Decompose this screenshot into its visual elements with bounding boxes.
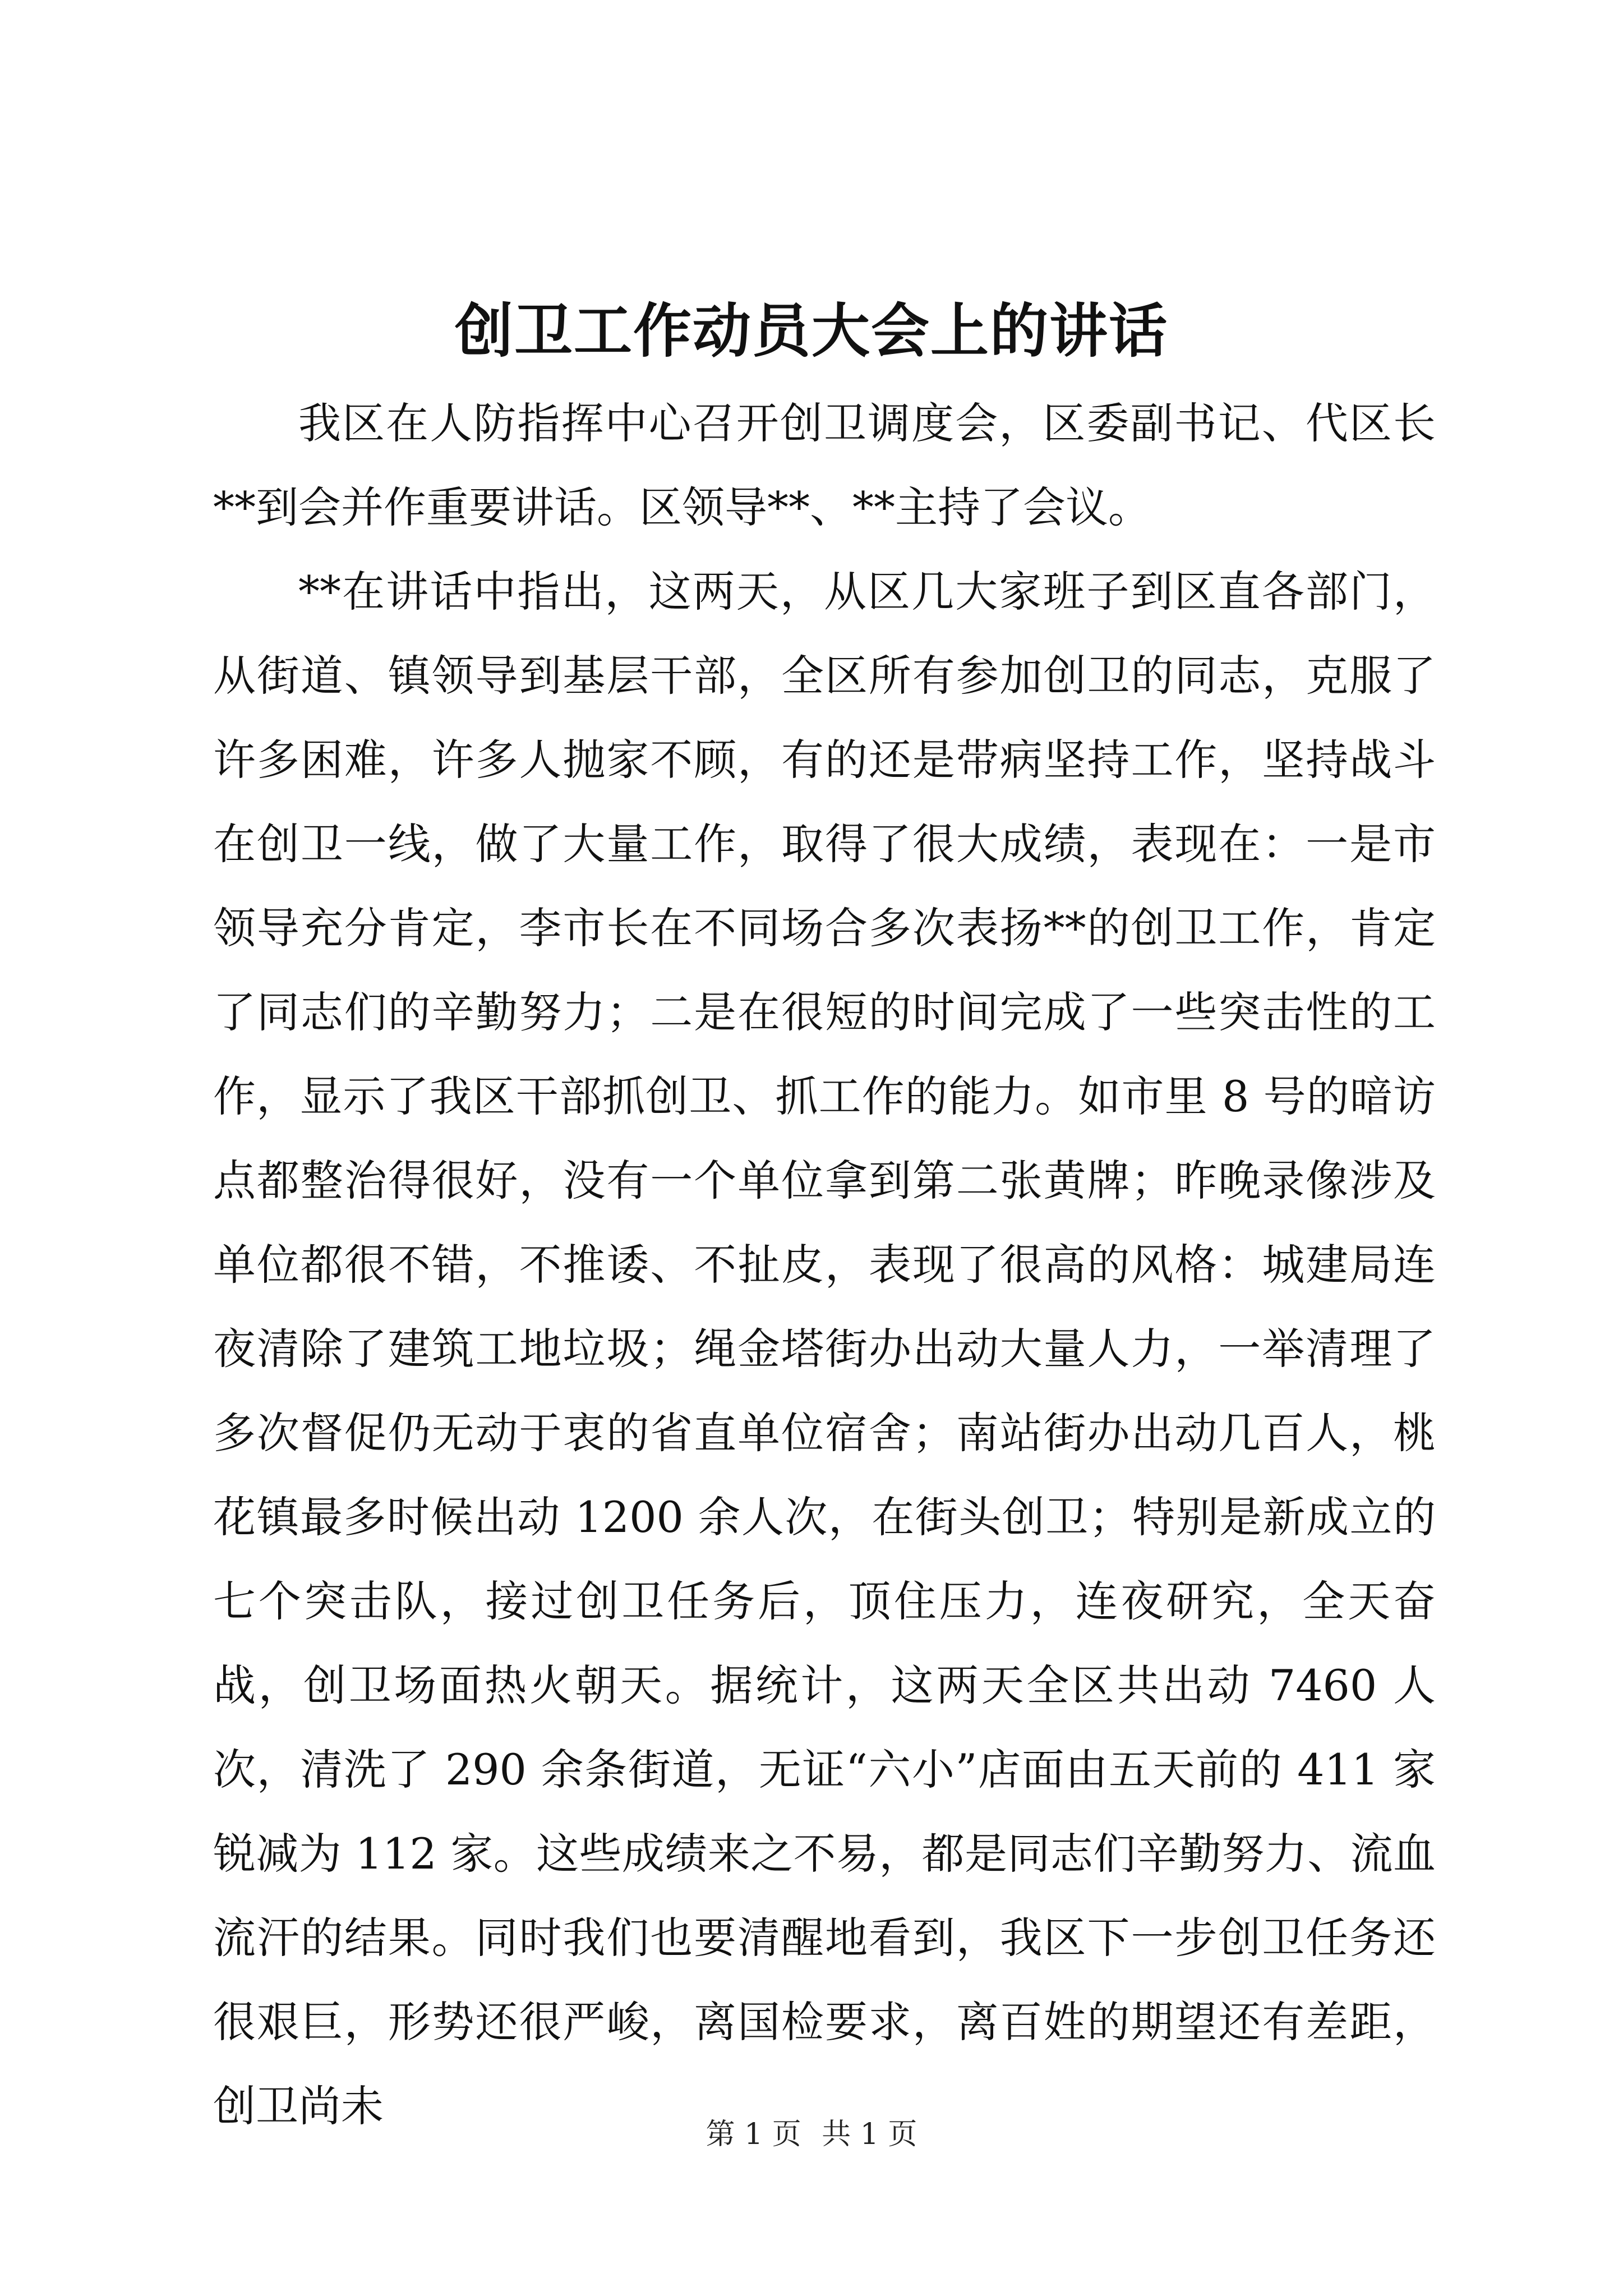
- page-total: 共 1 页: [822, 2118, 917, 2151]
- page-number: 第 1 页: [706, 2118, 801, 2151]
- paragraph-2: **在讲话中指出，这两天，从区几大家班子到区直各部门，从街道、镇领导到基层干部，全区所有参加创卫的同志，克服了许多困难，许多人抛家不顾，有的还是带病坚持工作，坚持战斗在创卫一线，做了大量工作，取得了很大成绩，表现在：一是市领导充分肯定，李市长在不同场合多次表扬**的创卫工作，肯定了同志们的辛勤努力；二是在很短的时间完成了一些突击性的工作，显示了我区干部抓创卫、抓工作的能力。如市里 8 号的暗访点都整治得很好，没有一个单位拿到第二张黄牌；昨晚录像涉及单位都很不错，不推诿、不扯皮，表现了很高的风格：城建局连夜清除了建筑工地垃圾；绳金塔街办出动大量人力，一举清理了多次督促仍无动于衷的省直单位宿舍；南站街办出动几百人，桃花镇最多时候出动 1200 余人次，在街头创卫；特别是新成立的七个突击队，接过创卫任务后，顶住压力，连夜研究，全天奋战，创卫场面热火朝天。据统计，这两天全区共出动 7460 人次，清洗了 290 余条街道，无证“六小”店面由五天前的 411 家锐减为 112 家。这些成绩来之不易，都是同志们辛勤努力、流血流汗的结果。同时我们也要清醒地看到，我区下一步创卫任务还很艰巨，形势还很严峻，离国检要求，离百姓的期望还有差距，创卫尚未: [213, 567, 1436, 2131]
- page-footer: [0, 2115, 1623, 2154]
- document-body: [213, 381, 1436, 2148]
- paragraph-1: 我区在人防指挥中心召开创卫调度会，区委副书记、代区长**到会并作重要讲话。区领导**、**主持了会议。: [213, 398, 1436, 532]
- document-title: 创卫工作动员大会上的讲话: [454, 296, 1168, 365]
